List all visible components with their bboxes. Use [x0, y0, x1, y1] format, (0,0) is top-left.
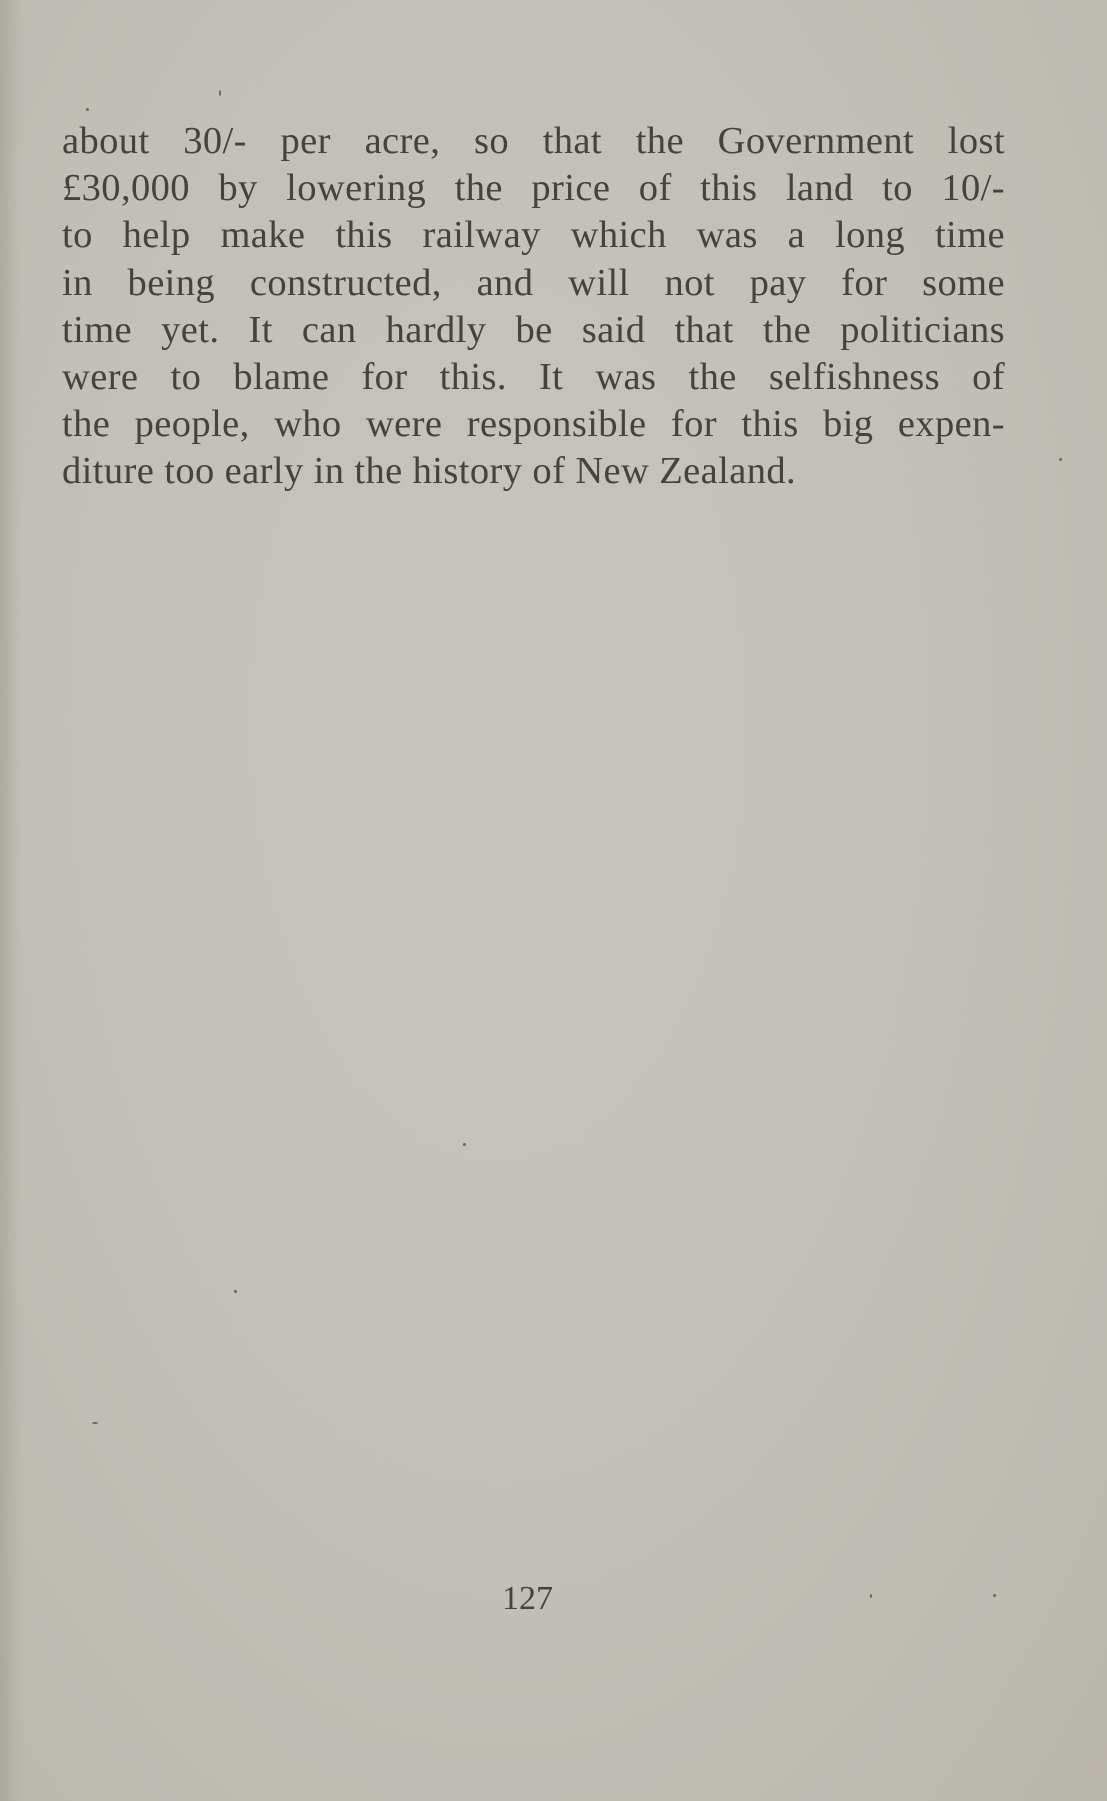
paper-speck: [219, 90, 221, 96]
text-line: diture too early in the history of New Zealand.: [62, 450, 797, 493]
paper-speck: [92, 1422, 98, 1424]
paper-speck: [1059, 458, 1062, 461]
paper-speck: [993, 1594, 996, 1597]
paper-speck: [86, 108, 89, 111]
text-line: in being constructed, and will not pay for some: [62, 261, 1005, 304]
text-line: about 30/- per acre, so that the Government lost: [62, 120, 1005, 162]
text-line: the people, who were responsible for this big expen-: [62, 403, 1005, 446]
text-line: to help make this railway which was a long time: [62, 214, 1005, 257]
paper-speck: [870, 1594, 872, 1598]
text-line: £30,000 by lowering the price of this land to 10/-: [62, 167, 1005, 210]
text-line: were to blame for this. It was the selfishness of: [62, 356, 1005, 399]
text-line: time yet. It can hardly be said that the politicians: [62, 308, 1005, 351]
paper-speck: [463, 1143, 466, 1146]
body-paragraph: [62, 118, 1005, 496]
paper-speck: [234, 1290, 237, 1293]
page-number: 127: [502, 1580, 553, 1617]
